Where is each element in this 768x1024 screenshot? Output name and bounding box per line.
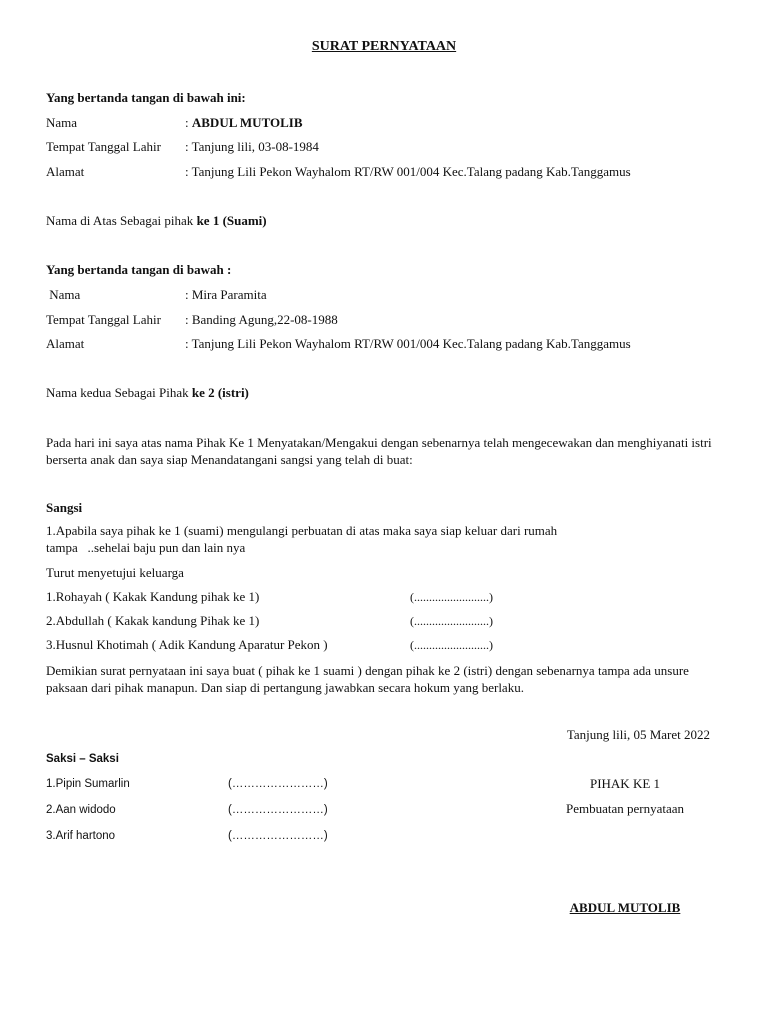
party2-birth-value: : Banding Agung,22-08-1988 <box>185 312 338 327</box>
witness-sign-2: (……………………) <box>228 804 328 816</box>
family-sign-3: (.........................) <box>410 638 493 652</box>
witness-name-3: 3.Arif hartono <box>46 830 116 842</box>
party2-address-value: : Tanjung Lili Pekon Wayhalom RT/RW 001/004 Kec.Talang padang Kab.Tanggamus <box>185 336 631 351</box>
party2-name-label: Nama <box>46 287 81 302</box>
family-sign-1: (.........................) <box>410 590 493 604</box>
party2-heading: Yang bertanda tangan di bawah : <box>46 262 232 277</box>
witness-name-1: 1.Pipin Sumarlin <box>46 778 130 790</box>
party1-name-value: : ABDUL MUTOLIB <box>185 115 303 130</box>
party1-address-label: Alamat <box>46 164 85 179</box>
witness-heading: Saksi – Saksi <box>46 753 119 765</box>
witness-name-2: 2.Aan widodo <box>46 804 116 816</box>
signer-name: ABDUL MUTOLIB <box>569 900 681 915</box>
place-date: Tanjung lili, 05 Maret 2022 <box>566 727 710 742</box>
family-member-3: 3.Husnul Khotimah ( Adik Kandung Aparatur Pekon ) <box>46 637 328 652</box>
document-title: SURAT PERNYATAAN <box>311 39 457 54</box>
party2-birth-label: Tempat Tanggal Lahir <box>46 312 161 327</box>
family-member-2: 2.Abdullah ( Kakak kandung Pihak ke 1) <box>46 613 260 628</box>
party2-role: Nama kedua Sebagai Pihak ke 2 (istri) <box>46 385 249 400</box>
family-sign-2: (.........................) <box>410 614 493 628</box>
statement-paragraph: Pada hari ini saya atas nama Pihak Ke 1 Menyatakan/Mengakui dengan sebenarnya telah mengecewakan dan menghiyanati istri berserta anak dan saya siap Menandatangani sangsi yang telah di buat: <box>46 435 712 467</box>
party2-address-label: Alamat <box>46 336 85 351</box>
witness-sign-3: (……………………) <box>228 830 328 842</box>
party1-birth-label: Tempat Tanggal Lahir <box>46 139 161 154</box>
party1-heading: Yang bertanda tangan di bawah ini: <box>46 90 246 105</box>
party1-address-value: : Tanjung Lili Pekon Wayhalom RT/RW 001/004 Kec.Talang padang Kab.Tanggamus <box>185 164 631 179</box>
party1-role-bold: ke 1 (Suami) <box>196 213 267 228</box>
signer-role: Pembuatan pernyataan <box>565 801 685 816</box>
party2-role-bold: ke 2 (istri) <box>191 385 249 400</box>
sanction-line-2: tampa ..sehelai baju pun dan lain nya <box>46 540 246 555</box>
closing-paragraph: Demikian surat pernyataan ini saya buat ( pihak ke 1 suami ) dengan pihak ke 2 (istri) dengan sebenarnya tampa ada unsure paksaan dari pihak manapun. Dan siap di pertangung jawabkan secara hokum yang berlaku. <box>46 663 689 695</box>
family-heading: Turut menyetujui keluarga <box>46 565 184 580</box>
family-member-1: 1.Rohayah ( Kakak Kandung pihak ke 1) <box>46 589 260 604</box>
party2-name-value: : Mira Paramita <box>185 287 267 302</box>
party1-role: Nama di Atas Sebagai pihak ke 1 (Suami) <box>46 213 267 228</box>
party1-name-label: Nama <box>46 115 78 130</box>
witness-sign-1: (……………………) <box>228 778 328 790</box>
sanction-heading: Sangsi <box>46 500 83 515</box>
party1-birth-value: : Tanjung lili, 03-08-1984 <box>185 139 319 154</box>
party1-name-bold: ABDUL MUTOLIB <box>191 115 303 130</box>
sanction-line-1: 1.Apabila saya pihak ke 1 (suami) mengulangi perbuatan di atas maka saya siap keluar dari rumah <box>46 523 558 538</box>
signer-party: PIHAK KE 1 <box>589 776 661 791</box>
